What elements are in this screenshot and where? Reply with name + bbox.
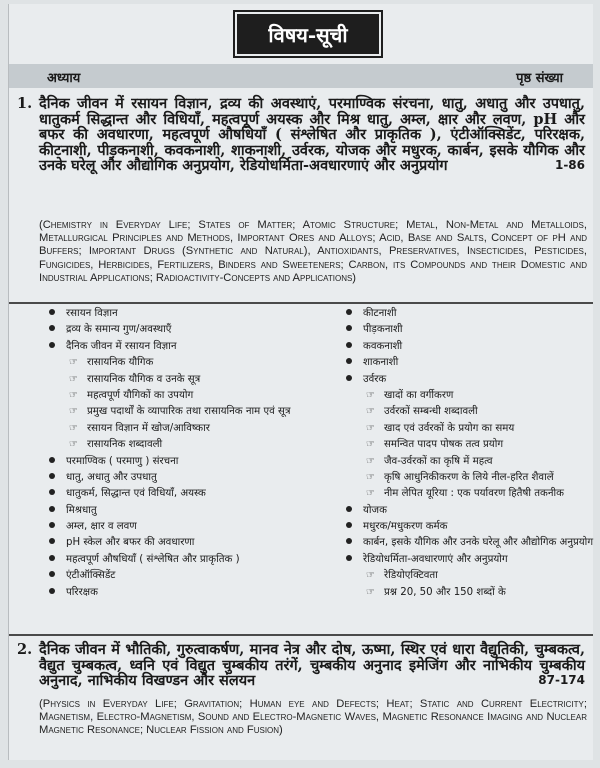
topic-label: कृषि आधुनिकीकरण के लिये नील-हरित शैवालें <box>384 471 554 483</box>
bullet-icon <box>49 522 55 528</box>
topic-item <box>346 339 591 355</box>
topic-label: एंटीऑक्सिडेंट <box>66 570 116 582</box>
bullet-icon <box>49 473 55 479</box>
topic-label: उर्वरकों सम्बन्धी शब्दावली <box>384 406 478 418</box>
pointing-hand-icon: ☞ <box>366 389 375 401</box>
topic-label: पीड़कनाशी <box>363 324 403 336</box>
pointing-hand-icon: ☞ <box>69 406 78 418</box>
topic-label: परमाण्विक ( परमाणु ) संरचना <box>66 455 179 467</box>
topic-item <box>346 486 591 502</box>
topic-label: कवकनाशी <box>363 340 403 352</box>
topic-label: द्रव्य के समान्य गुण/अवस्थाएँ <box>66 324 172 336</box>
topic-item <box>346 454 591 470</box>
chapter-2-number: 2. <box>17 641 33 658</box>
topic-label: महत्वपूर्ण औषधियाँ ( संश्लेषित और प्राकृतिक ) <box>66 553 240 565</box>
topic-label: pH स्केल और बफर की अवधारणा <box>66 537 195 549</box>
chapter-1-title <box>39 96 585 174</box>
chapter-2-hindi: दैनिक जीवन में भौतिकी, गुरुत्वाकर्षण, मानव नेत्र और दोष, ऊष्मा, स्थिर एवं धारा वैद्युतिकी, चुम्बकत्व, वैद्युत चुम्बकत्व, ध्वनि एवं विद्युत चुम्बकीय तरंगें, चुम्बकीय अनुनाद इमेजिंग और नाभिकीय चुम्बकीय अनुनाद, नाभिकीय विखण्डन और संलयन <box>39 641 585 689</box>
bullet-icon <box>49 342 55 348</box>
bullet-icon <box>346 522 352 528</box>
topic-item <box>49 454 339 470</box>
topic-item <box>49 404 339 420</box>
page-title: विषय-सूची <box>237 14 379 54</box>
topics-left-column <box>49 306 339 601</box>
bullet-icon <box>49 309 55 315</box>
topic-label: योजक <box>363 504 387 516</box>
topic-label: रसायन विज्ञान में खोज/आविष्कार <box>87 422 210 434</box>
chapter-2-pages: 87-174 <box>538 673 585 687</box>
divider-top <box>9 302 593 304</box>
topic-label: रेडियोधर्मिता-अवधारणाएं और अनुप्रयोग <box>363 553 508 565</box>
bullet-icon <box>346 375 352 381</box>
bullet-icon <box>49 588 55 594</box>
topic-label: जैव-उर्वरकों का कृषि में महत्व <box>384 455 493 467</box>
chapter-2-title <box>39 642 585 689</box>
topic-label: नीम लेपित यूरिया : एक पर्यावरण हितैषी तकनीक <box>384 488 565 500</box>
topic-item <box>346 470 591 486</box>
topic-item <box>49 552 339 568</box>
topic-item <box>49 470 339 486</box>
chapter-1-topics <box>9 306 593 632</box>
topic-label: रासायनिक यौगिक व उनके सूत्र <box>87 373 201 385</box>
topic-item <box>49 306 339 322</box>
topic-label: धातु, अधातु और उपधातु <box>66 471 157 483</box>
bullet-icon <box>49 457 55 463</box>
topics-right-column <box>346 306 594 601</box>
topic-label: प्रमुख पदार्थों के व्यापारिक तथा रासायनिक नाम एवं सूत्र <box>87 406 291 418</box>
pointing-hand-icon: ☞ <box>69 422 78 434</box>
topic-item <box>346 421 591 437</box>
topic-item <box>346 519 591 535</box>
pointing-hand-icon: ☞ <box>69 373 78 385</box>
topic-item <box>346 585 591 601</box>
topic-label: खाद एवं उर्वरकों के प्रयोग का समय <box>384 422 515 434</box>
topic-label: प्रश्न 20, 50 और 150 शब्दों के <box>384 586 506 598</box>
topic-label: उर्वरक <box>363 373 387 385</box>
topic-item <box>49 437 339 453</box>
topic-label: समन्वित पादप पोषक तत्व प्रयोग <box>384 439 504 451</box>
topic-label: अम्ल, क्षार व लवण <box>66 521 137 533</box>
topic-item <box>49 486 339 502</box>
topic-item <box>346 372 591 388</box>
bullet-icon <box>49 325 55 331</box>
topic-label: परिरक्षक <box>66 586 98 598</box>
pointing-hand-icon: ☞ <box>69 439 78 451</box>
bullet-icon <box>346 309 352 315</box>
pointing-hand-icon: ☞ <box>366 570 375 582</box>
title-wrap <box>237 14 379 54</box>
column-header <box>9 64 593 88</box>
topic-item <box>346 535 594 551</box>
topic-item <box>49 421 339 437</box>
topic-item <box>49 585 339 601</box>
topic-label: दैनिक जीवन में रसायन विज्ञान <box>66 340 177 352</box>
topic-item <box>346 355 591 371</box>
pointing-hand-icon: ☞ <box>69 389 78 401</box>
chapter-1-hindi: दैनिक जीवन में रसायन विज्ञान, द्रव्य की अवस्थाएं, परमाण्विक संरचना, धातु, अधातु और उपधातु, धातुकर्म सिद्धान्त और विधियाँ, महत्वपूर्ण अयस्क और मिश्र धातु, अम्ल, क्षार और लवण, pH और बफर की अवधारणा, महत्वपूर्ण औषधियाँ ( संश्लेषित और प्राकृतिक ), एंटीऑक्सिडेंट, परिरक्षक, कीटनाशी, पीड़कनाशी, कवकनाशी, शाकनाशी, उर्वरक, योजक और मधुरक, कार्बन, इसके यौगिक और उनके घरेलू और औद्योगिक अनुप्रयोग, रेडियोधर्मिता-अवधारणाएं और अनुप्रयोग <box>39 95 585 174</box>
topic-item <box>346 388 591 404</box>
topic-item <box>49 355 339 371</box>
topic-label: खादों का वर्गीकरण <box>384 389 454 401</box>
topic-item <box>49 519 339 535</box>
chapter-1-number: 1. <box>17 95 33 112</box>
topic-label: शाकनाशी <box>363 357 399 369</box>
bullet-icon <box>346 538 352 544</box>
pointing-hand-icon: ☞ <box>366 586 375 598</box>
topic-label: रासायनिक यौगिक <box>87 357 154 369</box>
topic-label: कीटनाशी <box>363 308 397 319</box>
pointing-hand-icon: ☞ <box>69 357 78 369</box>
topic-item <box>346 568 591 584</box>
topic-item <box>49 503 339 519</box>
bullet-icon <box>49 538 55 544</box>
bullet-icon <box>49 555 55 561</box>
pointing-hand-icon: ☞ <box>366 471 375 483</box>
topic-item <box>49 339 339 355</box>
topic-label: मिश्रधातु <box>66 504 97 516</box>
topic-item <box>346 503 591 519</box>
topic-label: रेडियोएक्टिवता <box>384 570 438 582</box>
topic-label: मधुरक/मधुकरण कर्मक <box>363 521 448 533</box>
chapter-2-english: (Physics in Everyday Life; Gravitation; Human eye and Defects; Heat; Static and Current Electricity; Magnetism, Electro-Magnetism, Sound and Electro-Magnetic Waves, Magnetic Resonance Imaging and Nuclear Magnetic Resonance; Nuclear Fission and Fusion) <box>39 698 587 737</box>
topic-item <box>346 437 591 453</box>
bullet-icon <box>346 555 352 561</box>
topic-item <box>49 372 339 388</box>
chapter-1-pages: 1-86 <box>554 158 585 172</box>
bullet-icon <box>346 358 352 364</box>
pointing-hand-icon: ☞ <box>366 439 375 451</box>
divider-bottom <box>9 634 593 636</box>
pointing-hand-icon: ☞ <box>366 406 375 418</box>
topic-item <box>346 306 591 322</box>
chapter-column-label: अध्याय <box>47 71 81 86</box>
pointing-hand-icon: ☞ <box>366 455 375 467</box>
bullet-icon <box>346 506 352 512</box>
bullet-icon <box>49 489 55 495</box>
topic-label: रासायनिक शब्दावली <box>87 439 163 451</box>
bullet-icon <box>346 342 352 348</box>
page-number-column-label: पृष्ठ संख्या <box>516 71 563 86</box>
topic-item <box>49 322 339 338</box>
contents-page <box>8 4 593 760</box>
chapter-1-english: (Chemistry in Everyday Life; States of Matter; Atomic Structure; Metal, Non-Metal and Metalloids, Metallurgical Principles and Methods, Important Ores and Alloys; Acid, Base and Salts, Concept of pH and Buffers; Important Drugs (Synthetic and Natural), Antioxidants, Preservatives, Insecticides, Pesticides, Fungicides, Herbicides, Fertilizers, Binders and Sweeteners; Carbon, its Compounds and their Domestic and Industrial Applications; Radioactivity-Concepts and Applications) <box>39 219 587 284</box>
topic-label: कार्बन, इसके यौगिक और उनके घरेलू और औद्योगिक अनुप्रयोग <box>363 537 594 549</box>
topic-item <box>346 322 591 338</box>
topic-item <box>346 404 591 420</box>
topic-item <box>49 535 339 551</box>
bullet-icon <box>346 325 352 331</box>
topic-item <box>49 388 339 404</box>
topic-item <box>49 568 339 584</box>
topic-label: धातुकर्म, सिद्धान्त एवं विधियाँ, अयस्क <box>66 488 206 500</box>
bullet-icon <box>49 571 55 577</box>
topic-item <box>346 552 591 568</box>
topic-label: महत्वपूर्ण यौगिकों का उपयोग <box>87 389 194 401</box>
pointing-hand-icon: ☞ <box>366 488 375 500</box>
bullet-icon <box>49 506 55 512</box>
pointing-hand-icon: ☞ <box>366 422 375 434</box>
topic-label: रसायन विज्ञान <box>66 308 118 319</box>
